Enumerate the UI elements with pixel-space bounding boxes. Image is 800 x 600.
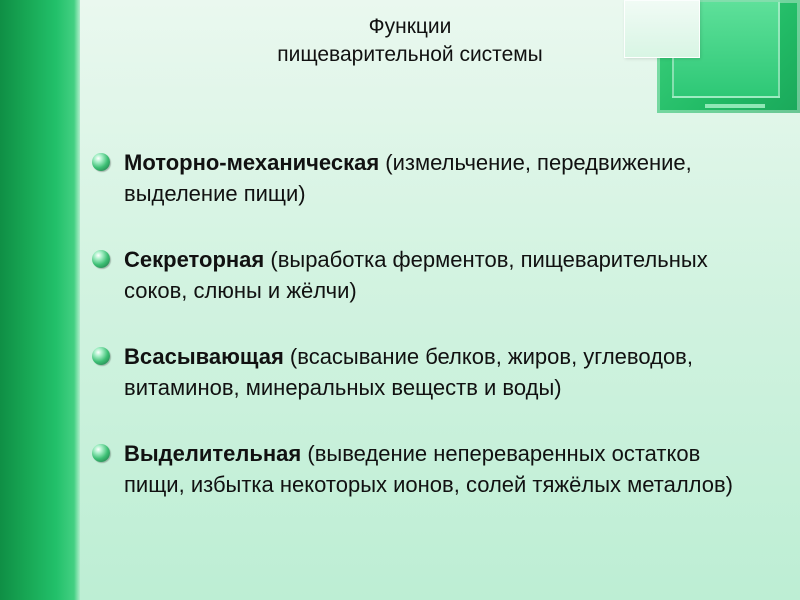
- list-item-absorptive: [90, 341, 740, 403]
- item-description: (измельчение, передвижение, выделение пищи): [124, 150, 692, 206]
- slide-title: [180, 13, 640, 69]
- list-item-excretory: [90, 438, 740, 500]
- slide-title-line-2: пищеварительной системы: [277, 43, 543, 66]
- item-term: Моторно-механическая: [124, 150, 380, 175]
- left-accent-bar: [0, 0, 80, 600]
- item-description: (выведение непереваренных остатков пищи, избытка некоторых ионов, солей тяжёлых металлов): [124, 441, 733, 497]
- bullet-icon: [92, 250, 110, 268]
- bullet-icon: [92, 347, 110, 365]
- item-description: (всасывание белков, жиров, углеводов, витаминов, минеральных веществ и воды): [124, 344, 693, 400]
- item-description: (выработка ферментов, пищеварительных соков, слюны и жёлчи): [124, 247, 708, 303]
- decorative-line: [705, 104, 765, 108]
- list-item-motor: [90, 147, 740, 209]
- item-term: Всасывающая: [124, 344, 284, 369]
- item-term: Выделительная: [124, 441, 302, 466]
- bullet-icon: [92, 444, 110, 462]
- slide-title-line-1: Функции: [368, 15, 452, 38]
- list-item-secretory: [90, 244, 740, 306]
- item-term: Секреторная: [124, 247, 265, 272]
- bullet-icon: [92, 153, 110, 171]
- functions-list: [90, 147, 740, 500]
